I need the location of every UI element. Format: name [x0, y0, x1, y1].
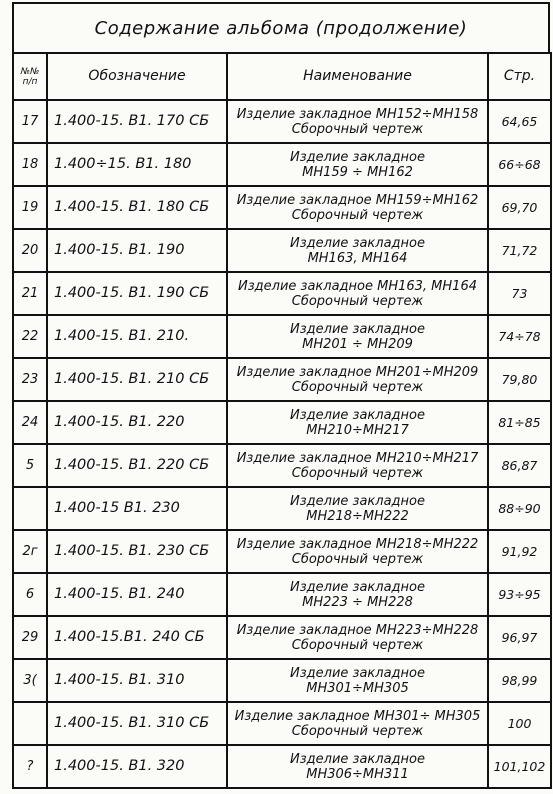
row-name — [227, 659, 488, 702]
row-name — [227, 745, 488, 788]
row-name — [227, 444, 488, 487]
row-page: 96,97 — [488, 616, 551, 659]
row-name — [227, 229, 488, 272]
row-name-line2: Сборочный чертеж — [291, 121, 424, 137]
row-designation: 1.400-15. В1. 310 СБ — [47, 702, 227, 745]
header-page: Стр. — [488, 53, 551, 100]
row-name-line2: МН301÷МН305 — [306, 680, 409, 696]
row-page: 98,99 — [488, 659, 551, 702]
row-designation: 1.400-15 В1. 230 — [47, 487, 227, 530]
row-number: 21 — [13, 272, 47, 315]
row-number: 20 — [13, 229, 47, 272]
row-name-line2: Сборочный чертеж — [291, 637, 424, 653]
row-page: 66÷68 — [488, 143, 551, 186]
row-designation: 1.400-15. В1. 210. — [47, 315, 227, 358]
row-designation: 1.400-15. В1. 210 СБ — [47, 358, 227, 401]
row-name — [227, 100, 488, 143]
row-name-line1: Изделие закладное — [290, 751, 425, 767]
row-name-line2: МН163, МН164 — [307, 250, 408, 266]
row-designation: 1.400-15.В1. 240 СБ — [47, 616, 227, 659]
row-number: 6 — [13, 573, 47, 616]
row-page: 100 — [488, 702, 551, 745]
contents-table — [12, 52, 552, 789]
header-designation: Обозначение — [47, 53, 227, 100]
row-name — [227, 401, 488, 444]
row-name-line1: Изделие закладное — [290, 321, 425, 337]
row-name — [227, 143, 488, 186]
row-name-line1: Изделие закладное МН159÷МН162 — [236, 192, 479, 208]
table-row — [13, 272, 551, 315]
row-name-line1: Изделие закладное — [290, 665, 425, 681]
table-row — [13, 659, 551, 702]
row-name — [227, 530, 488, 573]
row-name-line1: Изделие закладное — [290, 493, 425, 509]
row-name — [227, 702, 488, 745]
table-row — [13, 616, 551, 659]
row-name-line2: Сборочный чертеж — [291, 723, 424, 739]
row-name — [227, 358, 488, 401]
row-designation: 1.400-15. В1. 170 СБ — [47, 100, 227, 143]
table-row — [13, 100, 551, 143]
row-name-line1: Изделие закладное МН201÷МН209 — [236, 364, 479, 380]
row-number: 2г — [13, 530, 47, 573]
page-title: Содержание альбома (продолжение) — [12, 2, 550, 52]
row-designation: 1.400-15. В1. 230 СБ — [47, 530, 227, 573]
row-name — [227, 315, 488, 358]
row-page: 74÷78 — [488, 315, 551, 358]
row-designation: 1.400-15. В1. 320 — [47, 745, 227, 788]
row-name-line2: МН159 ÷ МН162 — [302, 164, 413, 180]
row-number: ? — [13, 745, 47, 788]
row-name-line1: Изделие закладное МН223÷МН228 — [236, 622, 479, 638]
row-name-line1: Изделие закладное — [290, 235, 425, 251]
table-row — [13, 229, 551, 272]
row-designation: 1.400-15. В1. 220 — [47, 401, 227, 444]
row-number: 5 — [13, 444, 47, 487]
row-name-line2: Сборочный чертеж — [291, 379, 424, 395]
row-name-line1: Изделие закладное — [290, 407, 425, 423]
row-designation: 1.400-15. В1. 240 — [47, 573, 227, 616]
row-name-line2: МН306÷МН311 — [306, 766, 409, 782]
row-name — [227, 487, 488, 530]
table-row — [13, 702, 551, 745]
row-page: 73 — [488, 272, 551, 315]
row-name-line2: Сборочный чертеж — [291, 207, 424, 223]
table-row — [13, 573, 551, 616]
row-page: 86,87 — [488, 444, 551, 487]
row-number: 23 — [13, 358, 47, 401]
row-page: 69,70 — [488, 186, 551, 229]
album-sheet — [12, 2, 548, 789]
row-name-line2: Сборочный чертеж — [291, 465, 424, 481]
table-row — [13, 487, 551, 530]
row-name-line1: Изделие закладное МН152÷МН158 — [236, 106, 479, 122]
row-page: 71,72 — [488, 229, 551, 272]
row-name-line2: МН210÷МН217 — [306, 422, 409, 438]
table-row — [13, 315, 551, 358]
row-number: 24 — [13, 401, 47, 444]
row-page: 91,92 — [488, 530, 551, 573]
row-designation: 1.400-15. В1. 310 — [47, 659, 227, 702]
header-name: Наименование — [227, 53, 488, 100]
table-row — [13, 143, 551, 186]
row-number: 22 — [13, 315, 47, 358]
table-row — [13, 444, 551, 487]
table-row — [13, 358, 551, 401]
row-number: 17 — [13, 100, 47, 143]
row-name-line1: Изделие закладное МН218÷МН222 — [236, 536, 479, 552]
row-name — [227, 186, 488, 229]
row-number: 3( — [13, 659, 47, 702]
row-designation: 1.400-15. В1. 180 СБ — [47, 186, 227, 229]
row-name — [227, 272, 488, 315]
table-row — [13, 745, 551, 788]
row-name-line1: Изделие закладное — [290, 579, 425, 595]
row-designation: 1.400-15. В1. 190 — [47, 229, 227, 272]
row-number: 19 — [13, 186, 47, 229]
table-row — [13, 530, 551, 573]
row-number — [13, 702, 47, 745]
row-page: 79,80 — [488, 358, 551, 401]
row-name-line1: Изделие закладное МН301÷ МН305 — [234, 708, 481, 724]
row-number: 29 — [13, 616, 47, 659]
row-name — [227, 573, 488, 616]
table-header-row — [13, 53, 551, 100]
row-page: 81÷85 — [488, 401, 551, 444]
row-page: 64,65 — [488, 100, 551, 143]
row-name-line2: Сборочный чертеж — [291, 551, 424, 567]
row-name-line2: Сборочный чертеж — [291, 293, 424, 309]
row-name-line1: Изделие закладное МН163, МН164 — [238, 278, 477, 294]
row-designation: 1.400-15. В1. 190 СБ — [47, 272, 227, 315]
header-num: №№ п/п — [13, 53, 47, 100]
table-row — [13, 186, 551, 229]
row-number: 18 — [13, 143, 47, 186]
row-name — [227, 616, 488, 659]
row-page: 101,102 — [488, 745, 551, 788]
row-page: 88÷90 — [488, 487, 551, 530]
row-page: 93÷95 — [488, 573, 551, 616]
row-number — [13, 487, 47, 530]
row-name-line2: МН218÷МН222 — [306, 508, 409, 524]
row-designation: 1.400-15. В1. 220 СБ — [47, 444, 227, 487]
row-name-line1: Изделие закладное МН210÷МН217 — [236, 450, 479, 466]
row-name-line2: МН201 ÷ МН209 — [302, 336, 413, 352]
row-designation: 1.400÷15. В1. 180 — [47, 143, 227, 186]
table-row — [13, 401, 551, 444]
row-name-line1: Изделие закладное — [290, 149, 425, 165]
row-name-line2: МН223 ÷ МН228 — [302, 594, 413, 610]
